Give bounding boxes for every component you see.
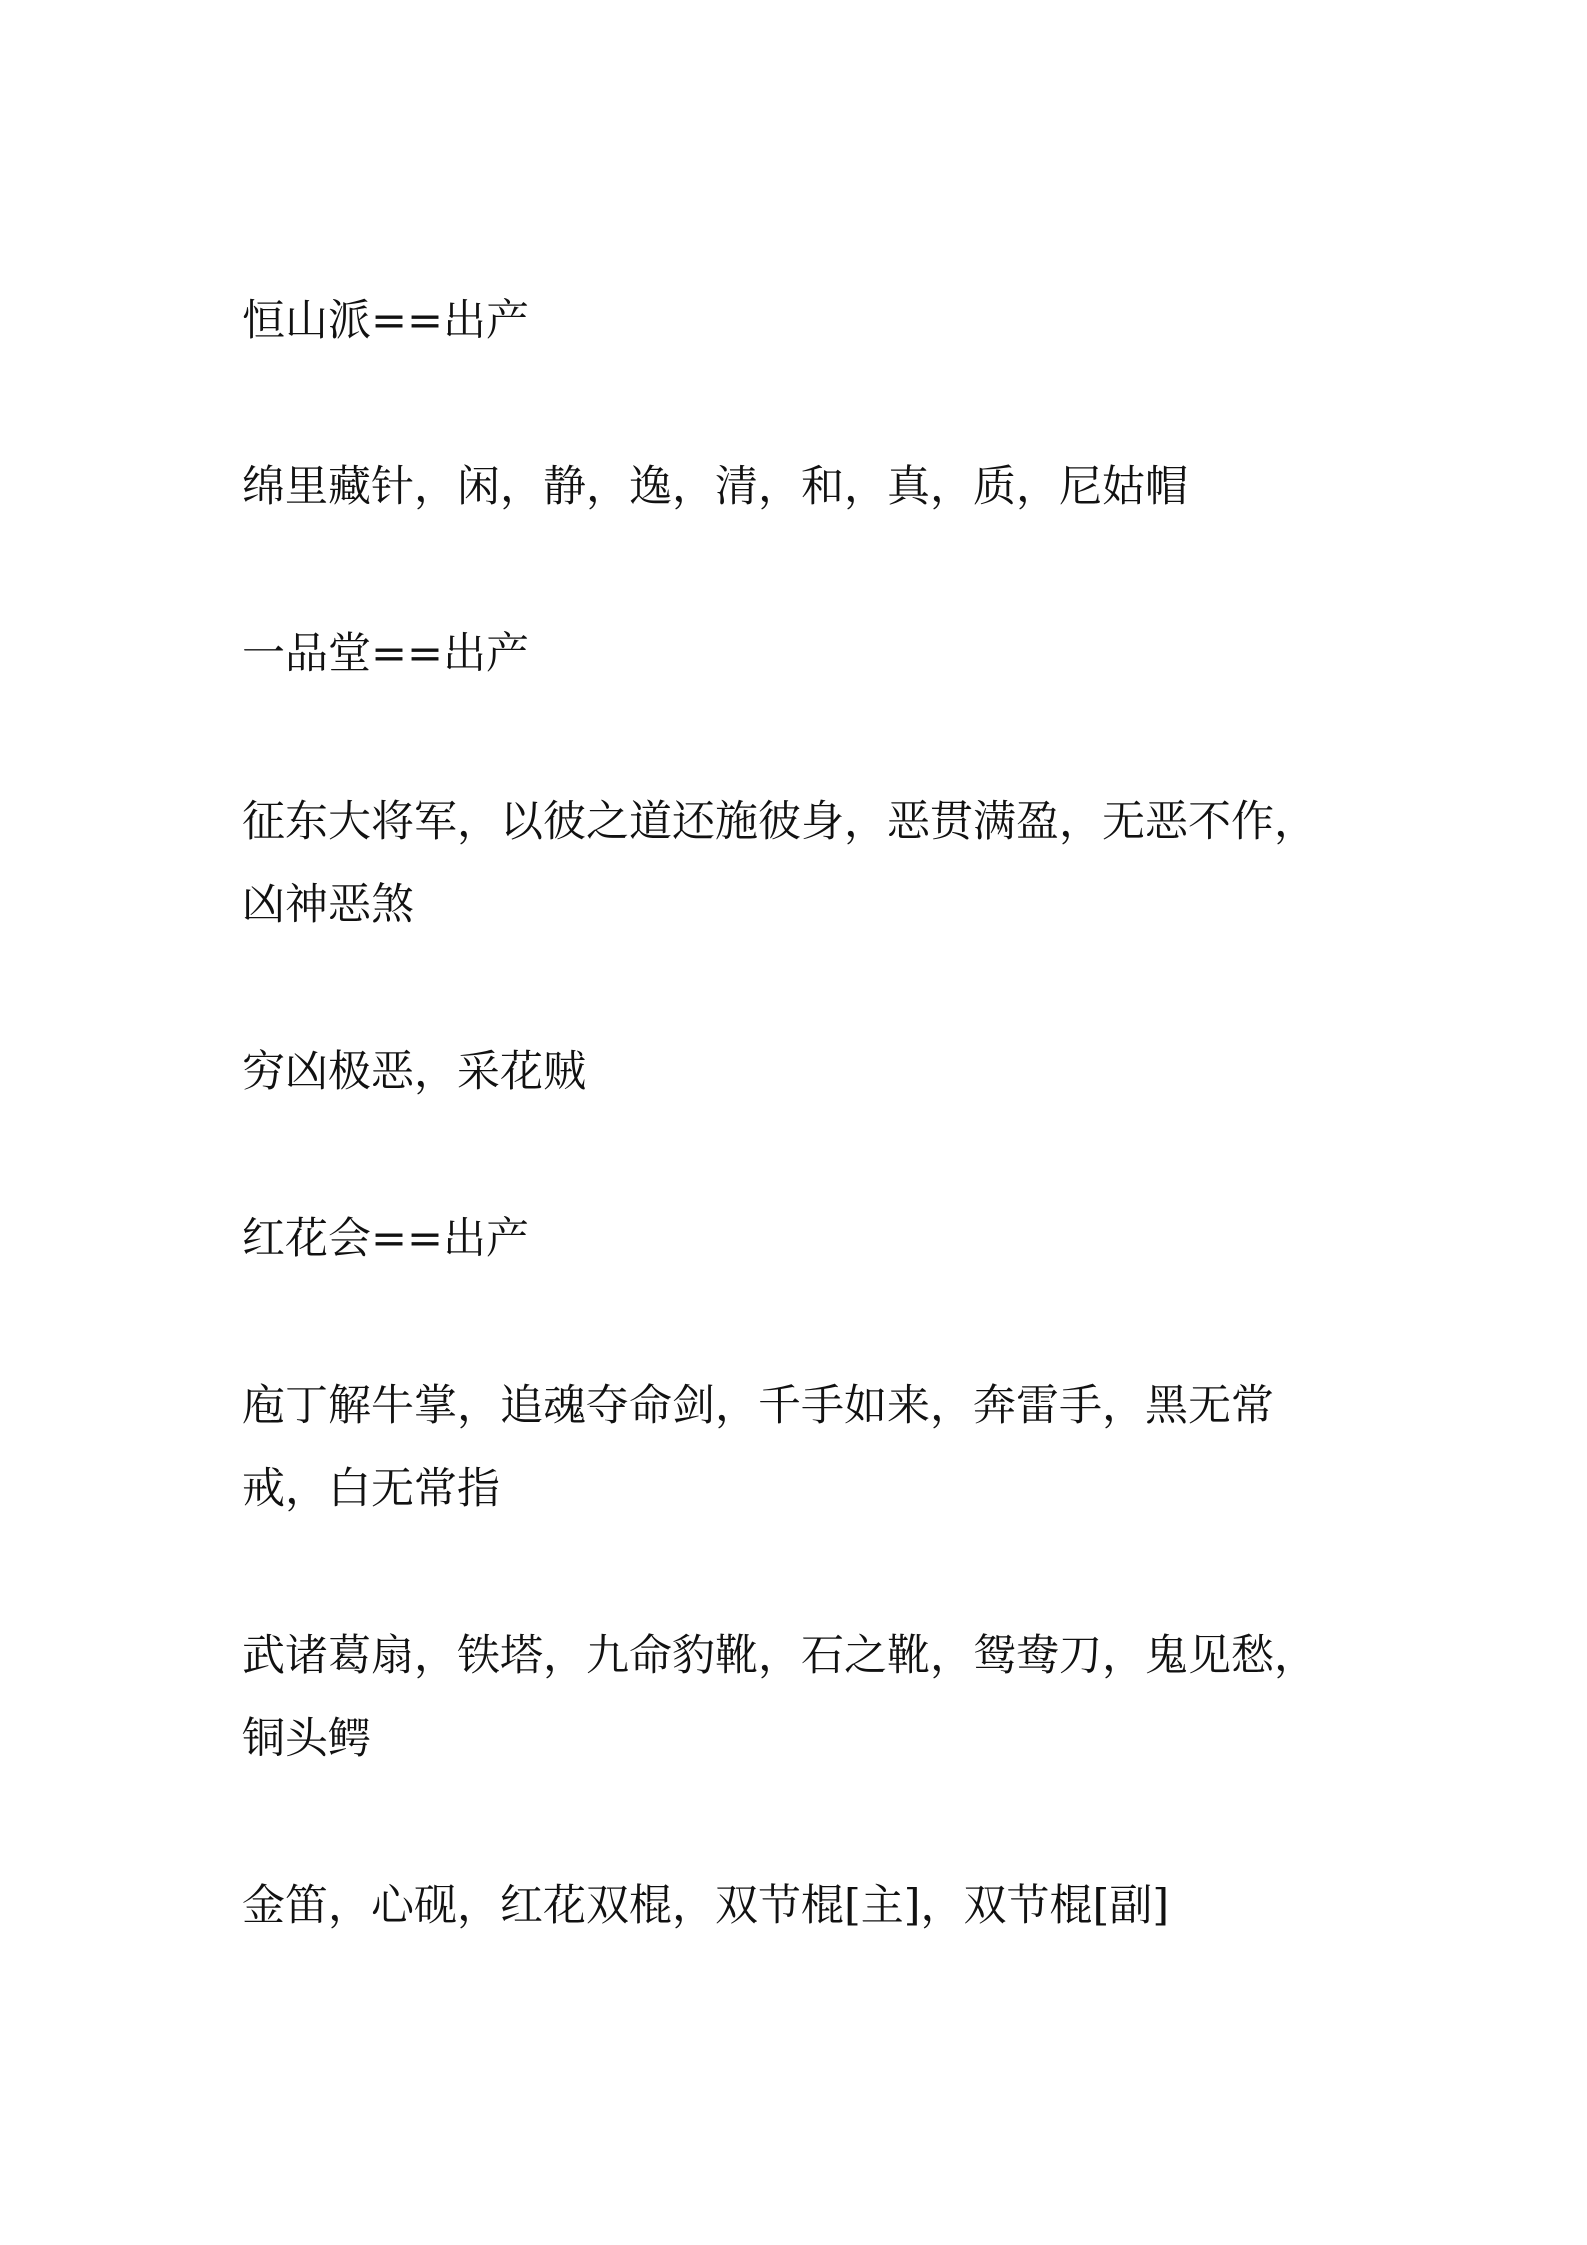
paragraph-hengshan-heading: 恒山派==出产 <box>242 296 530 346</box>
paragraph-honghuahui-heading: 红花会==出产 <box>242 1214 530 1264</box>
paragraph-hengshan-items: 绵里藏针，闲，静，逸，清，和，真，质，尼姑帽 <box>242 462 1188 512</box>
paragraph-honghuahui-items-1: 庖丁解牛掌，追魂夺命剑，千手如来，奔雷手，黑无常戒，白无常指 <box>242 1381 1274 1514</box>
paragraph-yipintang-items-2: 穷凶极恶，采花贼 <box>242 1047 586 1097</box>
paragraph-yipintang-items-1: 征东大将军，以彼之道还施彼身，恶贯满盈，无恶不作，凶神恶煞 <box>242 797 1317 930</box>
paragraph-yipintang-heading: 一品堂==出产 <box>242 629 530 679</box>
paragraph-honghuahui-items-2: 武诸葛扇，铁塔，九命豹靴，石之靴，鸳鸯刀，鬼见愁，铜头鳄 <box>242 1631 1317 1764</box>
paragraph-honghuahui-items-3: 金笛，心砚，红花双棍，双节棍[主]，双节棍[副] <box>242 1881 1170 1931</box>
